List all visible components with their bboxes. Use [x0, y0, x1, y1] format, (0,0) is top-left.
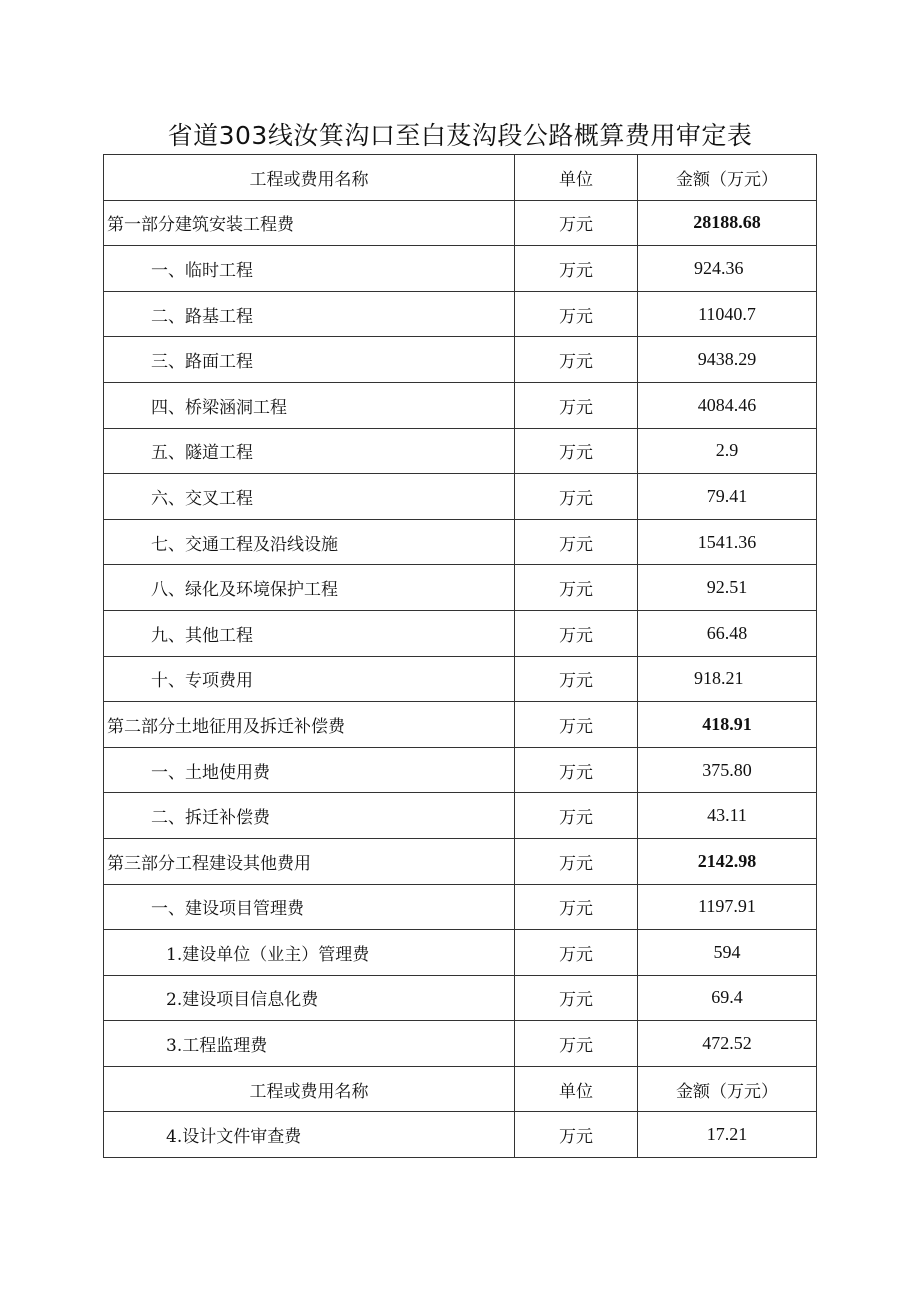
row-amount: 2142.98: [638, 838, 817, 884]
table-header-row: [104, 155, 817, 201]
row-name: 一、建设项目管理费: [104, 884, 515, 930]
row-amount: 4084.46: [638, 382, 817, 428]
table-row: [104, 610, 817, 656]
page-title: 省道303线汝箕沟口至白芨沟段公路概算费用审定表: [167, 121, 753, 150]
cost-table: [103, 154, 817, 1158]
row-unit: 万元: [515, 656, 638, 702]
row-unit: 万元: [515, 747, 638, 793]
row-amount: 79.41: [638, 474, 817, 520]
row-name: 八、绿化及环境保护工程: [104, 565, 515, 611]
row-unit: 万元: [515, 565, 638, 611]
row-name: 九、其他工程: [104, 610, 515, 656]
row-name: 3.工程监理费: [104, 1021, 515, 1067]
table-row: [104, 474, 817, 520]
row-amount: 11040.7: [638, 291, 817, 337]
row-unit: 万元: [515, 838, 638, 884]
row-amount: 1197.91: [638, 884, 817, 930]
row-amount: 918.21: [638, 656, 817, 702]
row-name: 第三部分工程建设其他费用: [104, 838, 515, 884]
row-unit: 万元: [515, 337, 638, 383]
row-name: 六、交叉工程: [104, 474, 515, 520]
header-name: 工程或费用名称: [104, 155, 515, 201]
row-unit: 万元: [515, 428, 638, 474]
row-name: 第一部分建筑安装工程费: [104, 200, 515, 246]
row-name: 二、路基工程: [104, 291, 515, 337]
table-row: [104, 747, 817, 793]
row-name: 五、隧道工程: [104, 428, 515, 474]
row-unit: 万元: [515, 884, 638, 930]
row-amount: 375.80: [638, 747, 817, 793]
row-name: 一、土地使用费: [104, 747, 515, 793]
table-row: [104, 382, 817, 428]
table-row: [104, 930, 817, 976]
row-amount: 17.21: [638, 1112, 817, 1158]
table-row-part1: [104, 200, 817, 246]
row-name: 2.建设项目信息化费: [104, 975, 515, 1021]
row-amount: 28188.68: [638, 200, 817, 246]
header-amount: 金额（万元）: [638, 155, 817, 201]
row-name: 三、路面工程: [104, 337, 515, 383]
row-name: 一、临时工程: [104, 246, 515, 292]
table-row-part3: [104, 838, 817, 884]
table-row: [104, 975, 817, 1021]
table-row-part2: [104, 702, 817, 748]
row-amount: 472.52: [638, 1021, 817, 1067]
row-unit: 万元: [515, 200, 638, 246]
table-row: [104, 337, 817, 383]
row-unit: 万元: [515, 246, 638, 292]
table-row: [104, 519, 817, 565]
row-name: 二、拆迁补偿费: [104, 793, 515, 839]
row-amount: 594: [638, 930, 817, 976]
table-row: [104, 428, 817, 474]
row-unit: 万元: [515, 930, 638, 976]
row-unit: 万元: [515, 610, 638, 656]
table-header-row-repeat: [104, 1066, 817, 1112]
table-row: [104, 1112, 817, 1158]
row-amount: 69.4: [638, 975, 817, 1021]
row-amount: 66.48: [638, 610, 817, 656]
row-unit: 万元: [515, 291, 638, 337]
table-row: [104, 291, 817, 337]
table-row: [104, 656, 817, 702]
row-amount: 924.36: [638, 246, 817, 292]
header-name: 工程或费用名称: [104, 1066, 515, 1112]
row-unit: 万元: [515, 382, 638, 428]
table-row: [104, 884, 817, 930]
row-amount: 1541.36: [638, 519, 817, 565]
header-unit: 单位: [515, 155, 638, 201]
row-amount: 418.91: [638, 702, 817, 748]
row-name: 4.设计文件审查费: [104, 1112, 515, 1158]
row-unit: 万元: [515, 975, 638, 1021]
row-unit: 万元: [515, 474, 638, 520]
row-unit: 万元: [515, 793, 638, 839]
table-row: [104, 1021, 817, 1067]
row-unit: 万元: [515, 1021, 638, 1067]
table-row: [104, 565, 817, 611]
row-unit: 万元: [515, 702, 638, 748]
row-amount: 43.11: [638, 793, 817, 839]
row-unit: 万元: [515, 519, 638, 565]
row-name: 十、专项费用: [104, 656, 515, 702]
table-row: [104, 793, 817, 839]
header-amount: 金额（万元）: [638, 1066, 817, 1112]
row-amount: 92.51: [638, 565, 817, 611]
row-name: 四、桥梁涵洞工程: [104, 382, 515, 428]
row-name: 1.建设单位（业主）管理费: [104, 930, 515, 976]
row-amount: 2.9: [638, 428, 817, 474]
row-amount: 9438.29: [638, 337, 817, 383]
row-name: 第二部分土地征用及拆迁补偿费: [104, 702, 515, 748]
table-row: [104, 246, 817, 292]
row-name: 七、交通工程及沿线设施: [104, 519, 515, 565]
row-unit: 万元: [515, 1112, 638, 1158]
header-unit: 单位: [515, 1066, 638, 1112]
